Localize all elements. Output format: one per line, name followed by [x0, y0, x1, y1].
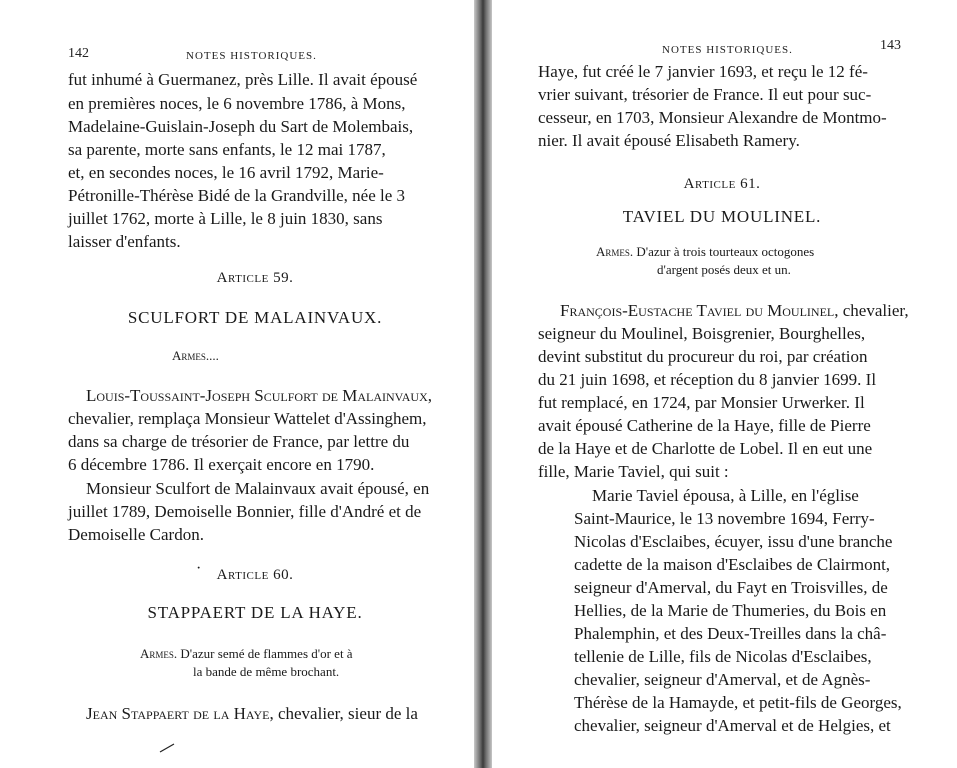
text-line: cesseur, en 1703, Monsieur Alexandre de Montmo-	[538, 108, 887, 127]
text-line: Marie Taviel épousa, à Lille, en l'église	[592, 486, 859, 505]
arms-text: D'azur semé de flammes d'or et à	[180, 646, 353, 661]
arms-text: d'argent posés deux et un.	[657, 262, 791, 277]
article-title: TAVIEL DU MOULINEL.	[622, 207, 822, 226]
article-title: SCULFORT DE MALAINVAUX.	[127, 308, 383, 327]
text-line: Hellies, de la Marie de Thumeries, du Bois en	[574, 601, 887, 620]
arms-blazon	[596, 243, 814, 261]
stray-mark: ·	[196, 560, 202, 577]
arms-blazon	[140, 645, 353, 663]
text-line: fut remplacé, en 1724, par Monsier Urwerker. Il	[538, 393, 865, 412]
text-line: 6 décembre 1786. Il exerçait encore en 1790.	[68, 455, 375, 474]
text-line: devint substitut du procureur du roi, par création	[538, 347, 868, 366]
arms-label: Armes.	[140, 646, 178, 661]
person-name: Jean Stappaert de la Haye,	[86, 704, 274, 723]
text-line: chevalier, seigneur d'Amerval, et de Agnès-	[574, 670, 871, 689]
left-page	[0, 0, 474, 768]
article-heading: Article 61.	[683, 176, 761, 192]
text-line: Saint-Maurice, le 13 novembre 1694, Ferry-	[574, 509, 875, 528]
text-line: tellenie de Lille, fils de Nicolas d'Esclaibes,	[574, 647, 872, 666]
text-line: dans sa charge de trésorier de France, par lettre du	[68, 432, 410, 451]
text-line: juillet 1789, Demoiselle Bonnier, fille d'André et de	[68, 502, 422, 521]
text-line: vrier suivant, trésorier de France. Il eut pour suc-	[538, 85, 872, 104]
text-line: Nicolas d'Esclaibes, écuyer, issu d'une branche	[574, 532, 893, 551]
right-page	[492, 0, 957, 768]
article-title: STAPPAERT DE LA HAYE.	[147, 603, 363, 622]
article-heading: Article 59.	[216, 270, 294, 286]
text-line: Jean Stappaert de la Haye, chevalier, sieur de la	[86, 704, 418, 723]
text-line: Demoiselle Cardon.	[68, 525, 204, 544]
text-line: Phalemphin, et des Deux-Treilles dans la châ-	[574, 624, 887, 643]
person-name: François-Eustache Taviel du Moulinel,	[560, 301, 839, 320]
text-line: fille, Marie Taviel, qui suit :	[538, 462, 729, 481]
text-line: du 21 juin 1698, et réception du 8 janvier 1699. Il	[538, 370, 877, 389]
text-line: nier. Il avait épousé Elisabeth Ramery.	[538, 131, 800, 150]
text-line: avait épousé Catherine de la Haye, fille de Pierre	[538, 416, 871, 435]
text-line: sa parente, morte sans enfants, le 12 mai 1787,	[68, 140, 386, 159]
text-line: et, en secondes noces, le 16 avril 1792, Marie-	[68, 163, 384, 182]
text-line: Pétronille-Thérèse Bidé de la Grandville, née le 3	[68, 186, 406, 205]
arms-text: D'azur à trois tourteaux octogones	[636, 244, 815, 259]
text-line: Madelaine-Guislain-Joseph du Sart de Molembais,	[68, 117, 414, 136]
text-line: de la Haye et de Charlotte de Lobel. Il en eut une	[538, 439, 873, 458]
text-line: chevalier, remplaça Monsieur Wattelet d'Assinghem,	[68, 409, 427, 428]
arms-text: la bande de même brochant.	[193, 664, 340, 679]
article-heading: Article 60.	[216, 567, 294, 583]
text-line: seigneur du Moulinel, Boisgrenier, Bourghelles,	[538, 324, 866, 343]
text-line: Thérèse de la Hamayde, et petit-fils de Georges,	[574, 693, 902, 712]
text-line: fut inhumé à Guermanez, près Lille. Il avait épousé	[68, 70, 418, 89]
text-line: chevalier, seigneur d'Amerval et de Helgies, et	[574, 716, 891, 735]
text-line: Monsieur Sculfort de Malainvaux avait épousé, en	[86, 479, 430, 498]
text-line: François-Eustache Taviel du Moulinel, chevalier,	[560, 301, 909, 320]
book-gutter	[474, 0, 492, 768]
stray-mark	[158, 740, 188, 756]
page-number: 143	[880, 38, 901, 53]
running-head: NOTES HISTORIQUES.	[186, 50, 317, 62]
arms-label: Armes.	[596, 244, 634, 259]
text-line: seigneur d'Amerval, du Fayt en Troisvilles, de	[574, 578, 888, 597]
page-number: 142	[68, 46, 89, 61]
arms-label: Armes....	[172, 348, 219, 363]
text-line: en premières noces, le 6 novembre 1786, à Mons,	[68, 94, 406, 113]
text-line: cadette de la maison d'Esclaibes de Clairmont,	[574, 555, 891, 574]
text-line: laisser d'enfants.	[68, 232, 181, 251]
running-head: NOTES HISTORIQUES.	[662, 44, 793, 56]
text-line: juillet 1762, morte à Lille, le 8 juin 1830, sans	[68, 209, 383, 228]
text-line: Haye, fut créé le 7 janvier 1693, et reçu le 12 fé-	[538, 62, 868, 81]
person-name: Louis-Toussaint-Joseph Sculfort de Malainvaux,	[86, 386, 433, 405]
